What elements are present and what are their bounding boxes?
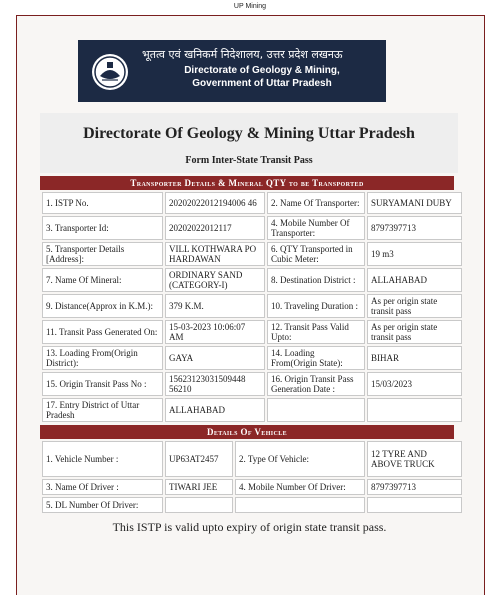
table-row [42, 320, 462, 344]
title-band [40, 113, 458, 173]
field-value: 15623123031509448 56210 [165, 372, 265, 396]
field-label: 2. Type Of Vehicle: [235, 441, 365, 477]
field-label: 12. Transit Pass Valid Upto: [267, 320, 365, 344]
table-row [42, 192, 462, 214]
table-row [42, 216, 462, 240]
field-value: BIHAR [367, 346, 462, 370]
field-value: SURYAMANI DUBY [367, 192, 462, 214]
directorate-line-2: Government of Uttar Pradesh [192, 78, 332, 89]
window-title: UP Mining [233, 3, 267, 10]
field-label: 5. DL Number Of Driver: [42, 497, 163, 513]
field-label: 15. Origin Transit Pass No : [42, 372, 163, 396]
field-value [367, 497, 462, 513]
table-row [42, 479, 462, 495]
directorate-banner [78, 40, 386, 102]
field-value: 12 TYRE AND ABOVE TRUCK [367, 441, 462, 477]
table-row [42, 268, 462, 292]
field-value: 8797397713 [367, 216, 462, 240]
field-value [165, 497, 233, 513]
field-label: 4. Mobile Number Of Driver: [235, 479, 365, 495]
field-label: 3. Name Of Driver : [42, 479, 163, 495]
transporter-rows [42, 192, 462, 422]
field-value: ORDINARY SAND (CATEGORY-I) [165, 268, 265, 292]
field-label: 2. Name Of Transporter: [267, 192, 365, 214]
field-label: 16. Origin Transit Pass Generation Date : [267, 372, 365, 396]
validity-note: This ISTP is valid upto expiry of origin state transit pass. [112, 520, 387, 534]
field-value: 15/03/2023 [367, 372, 462, 396]
field-value: GAYA [165, 346, 265, 370]
table-row [42, 398, 462, 422]
table-row [42, 242, 462, 266]
field-label: 1. ISTP No. [42, 192, 163, 214]
up-govt-emblem-icon [88, 52, 132, 92]
field-label: 7. Name Of Mineral: [42, 268, 163, 292]
table-row [42, 441, 462, 477]
main-title: Directorate Of Geology & Mining Uttar Pradesh [83, 125, 415, 142]
table-row [42, 294, 462, 318]
field-value: 20202022012194006 46 [165, 192, 265, 214]
field-label: 9. Distance(Approx in K.M.): [42, 294, 163, 318]
field-label: 1. Vehicle Number : [42, 441, 163, 477]
field-value: UP63AT2457 [165, 441, 233, 477]
directorate-line-1: Directorate of Geology & Mining, [184, 65, 340, 76]
vehicle-rows [42, 441, 462, 513]
directorate-name [138, 64, 386, 90]
table-row [42, 346, 462, 370]
field-value [367, 398, 462, 422]
field-label: 14. Loading From(Origin State): [267, 346, 365, 370]
field-value: VILL KOTHWARA PO HARDAWAN [165, 242, 265, 266]
field-label: 4. Mobile Number Of Transporter: [267, 216, 365, 240]
transporter-section-header: Transporter Details & Mineral QTY to be Transported [40, 176, 454, 190]
field-value: ALLAHABAD [367, 268, 462, 292]
field-label: 3. Transporter Id: [42, 216, 163, 240]
field-value: 15-03-2023 10:06:07 AM [165, 320, 265, 344]
table-row [42, 372, 462, 396]
field-label: 5. Transporter Details [Address]: [42, 242, 163, 266]
field-value: 379 K.M. [165, 294, 265, 318]
table-row [42, 497, 462, 513]
field-value: As per origin state transit pass [367, 320, 462, 344]
field-value: 8797397713 [367, 479, 462, 495]
field-label [235, 497, 365, 513]
field-value: ALLAHABAD [165, 398, 265, 422]
field-label: 10. Traveling Duration : [267, 294, 365, 318]
field-label: 11. Transit Pass Generated On: [42, 320, 163, 344]
field-label: 6. QTY Transported in Cubic Meter: [267, 242, 365, 266]
field-label: 17. Entry District of Uttar Pradesh [42, 398, 163, 422]
field-value: TIWARI JEE [165, 479, 233, 495]
field-label: 8. Destination District : [267, 268, 365, 292]
field-label: 13. Loading From(Origin District): [42, 346, 163, 370]
form-title: Form Inter-State Transit Pass [185, 155, 313, 166]
field-value: 20202022012117 [165, 216, 265, 240]
vehicle-details-table [40, 439, 464, 515]
field-value: As per origin state transit pass [367, 294, 462, 318]
transporter-details-table [40, 190, 464, 424]
vehicle-section-header: Details Of Vehicle [40, 425, 454, 439]
field-label [267, 398, 365, 422]
hindi-title: भूतत्व एवं खनिकर्म निदेशालय, उत्तर प्रदेश लखनऊ [142, 48, 343, 61]
field-value: 19 m3 [367, 242, 462, 266]
